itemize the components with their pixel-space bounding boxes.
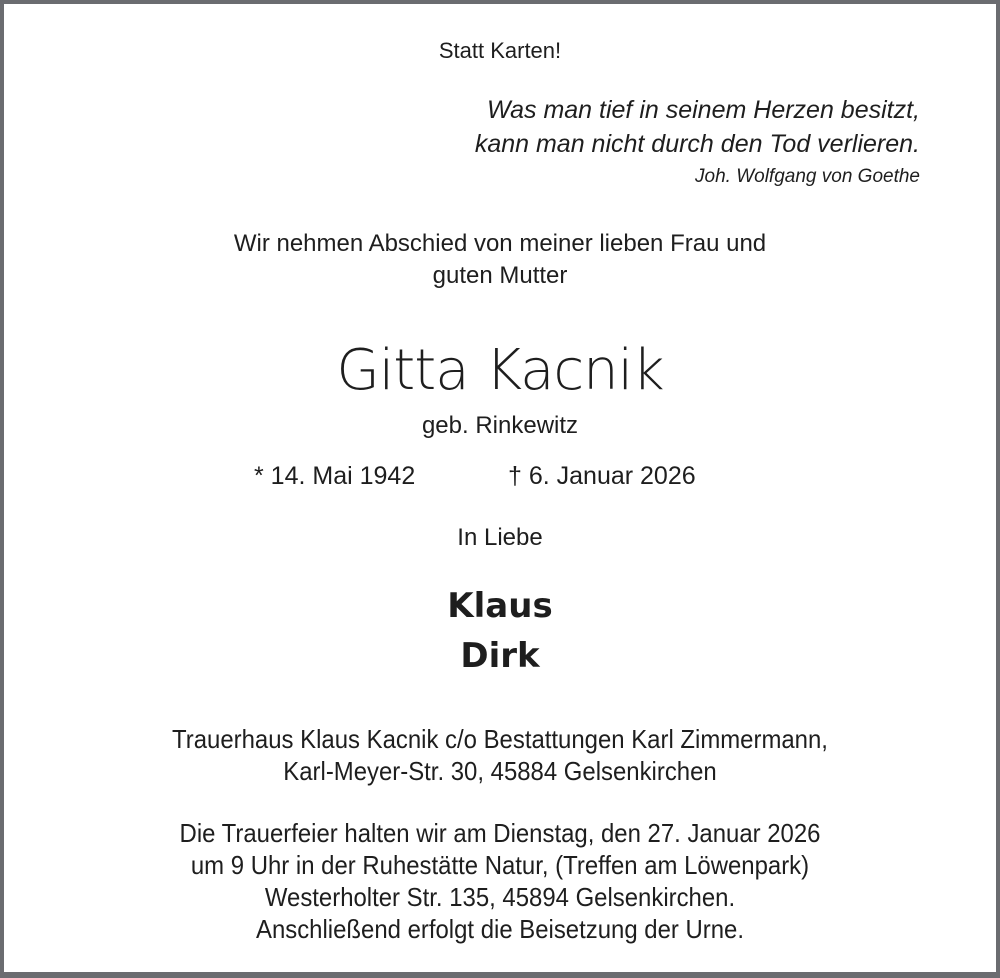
intro-text: Statt Karten! — [438, 38, 562, 63]
obituary-card — [4, 4, 996, 972]
address-line-1: Trauerhaus Klaus Kacnik c/o Bestattungen Karl Zimmermann, — [172, 724, 828, 754]
mourners-intro: In Liebe — [457, 524, 543, 551]
deceased-name: Gitta Kacnik — [336, 338, 664, 403]
birth-date: * 14. Mai 1942 — [254, 462, 416, 490]
ceremony-line-1: Die Trauerfeier halten wir am Dienstag, den 27. Januar 2026 — [179, 818, 821, 848]
ceremony-line-4: Anschließend erfolgt die Beisetzung der Urne. — [255, 914, 744, 944]
announcement-line-2: guten Mutter — [432, 262, 568, 289]
maiden-name: geb. Rinkewitz — [421, 412, 579, 439]
mourner-name: Dirk — [460, 636, 540, 676]
ceremony-line-2: um 9 Uhr in der Ruhestätte Natur, (Treffen am Löwenpark) — [190, 850, 810, 880]
mourner-name: Klaus — [447, 586, 553, 626]
death-date: † 6. Januar 2026 — [508, 462, 696, 490]
quote-line-2: kann man nicht durch den Tod verlieren. — [474, 130, 920, 158]
address-line-2: Karl-Meyer-Str. 30, 45884 Gelsenkirchen — [283, 756, 717, 786]
quote-line-1: Was man tief in seinem Herzen besitzt, — [486, 96, 920, 124]
quote-author: Joh. Wolfgang von Goethe — [695, 166, 920, 187]
ceremony-line-3: Westerholter Str. 135, 45894 Gelsenkirchen. — [264, 882, 736, 912]
announcement-line-1: Wir nehmen Abschied von meiner lieben Frau und — [233, 230, 767, 257]
